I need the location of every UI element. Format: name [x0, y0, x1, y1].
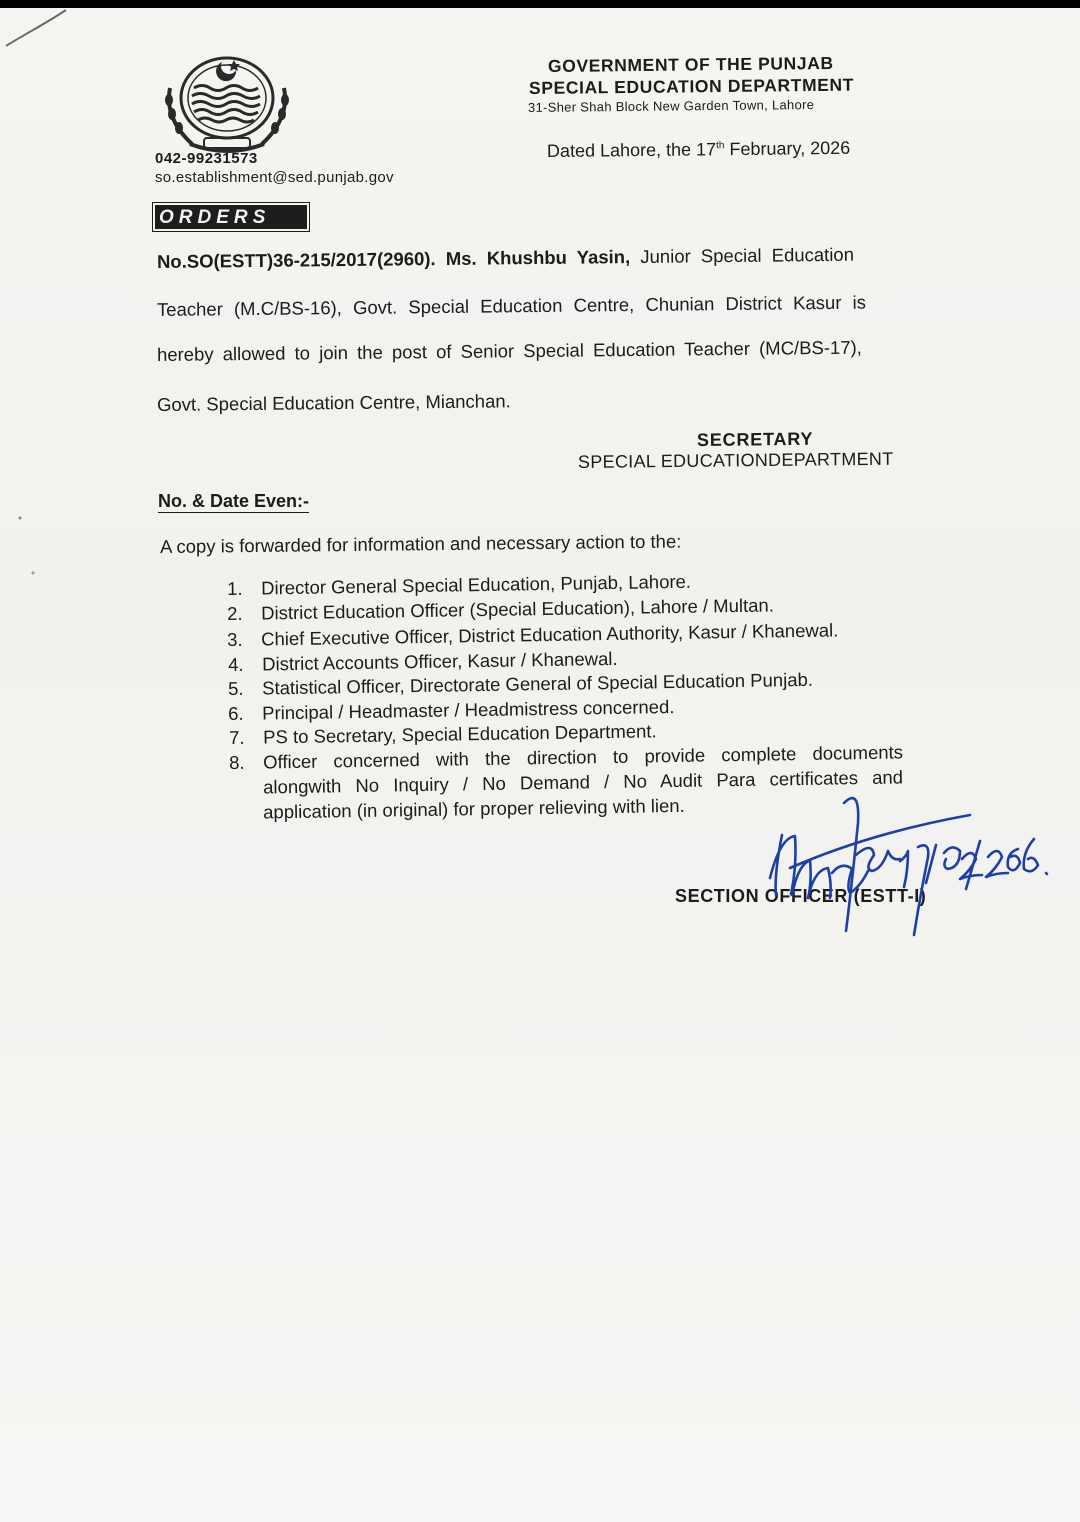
- list-item-text: PS to Secretary, Special Education Department.: [262, 720, 657, 748]
- email-address: so.establishment@sed.punjab.gov: [155, 169, 394, 186]
- dated-suffix: February, 2026: [724, 137, 851, 160]
- employee-name: Ms. Khushbu Yasin,: [445, 246, 631, 269]
- list-item-text: Officer concerned with the direction to provide complete documents: [262, 741, 904, 773]
- header-government: GOVERNMENT OF THE PUNJAB: [547, 53, 834, 76]
- order-document: [0, 8, 1080, 1522]
- order-number: No.SO(ESTT)36-215/2017(2960).: [156, 248, 436, 272]
- secretary-department: SPECIAL EDUCATIONDEPARTMENT: [577, 448, 894, 472]
- distribution-heading: No. & Date Even:-: [158, 491, 310, 511]
- scan-specks: [0, 498, 60, 588]
- dated-line: [547, 138, 850, 162]
- dated-sup: th: [716, 140, 725, 152]
- list-item-number: 7.: [229, 726, 245, 748]
- list-item-number: 2.: [227, 602, 243, 624]
- secretary-title: SECRETARY: [696, 428, 814, 450]
- list-item-text: Statistical Officer, Directorate General of Special Education Punjab.: [261, 668, 814, 699]
- list-item-number: 6.: [228, 702, 244, 724]
- order-line-4: Govt. Special Education Centre, Mianchan.: [156, 390, 511, 415]
- section-officer-title: SECTION OFFICER (ESTT-I): [675, 886, 927, 906]
- order-line-1: [157, 244, 854, 273]
- order-line-1-rest: Junior Special Education: [630, 243, 855, 268]
- list-item-text: alongwith No Inquiry / No Demand / No Audit Para certificates and: [262, 766, 904, 798]
- list-item-text: District Education Officer (Special Education), Lahore / Multan.: [260, 594, 775, 624]
- list-item-text: Chief Executive Officer, District Education Authority, Kasur / Khanewal.: [260, 619, 839, 650]
- handwritten-signature: [740, 783, 1070, 948]
- dated-prefix: Dated Lahore, the 17: [546, 139, 717, 161]
- government-of-punjab-emblem-icon: [160, 48, 294, 160]
- list-item-text: Director General Special Education, Punjab, Lahore.: [260, 570, 692, 599]
- list-item-number: 5.: [228, 677, 244, 699]
- list-item-number: 4.: [228, 653, 244, 675]
- list-item-number: 8.: [229, 751, 245, 773]
- list-item-text: Principal / Headmaster / Headmistress concerned.: [261, 695, 675, 724]
- list-item-number: 1.: [227, 577, 243, 599]
- scratch-mark: [0, 8, 80, 58]
- list-item-number: 3.: [227, 628, 243, 650]
- phone-number: 042-99231573: [155, 150, 258, 167]
- list-item-text: application (in original) for proper relieving with lien.: [262, 794, 685, 823]
- header-address: 31-Sher Shah Block New Garden Town, Lahore: [527, 97, 815, 115]
- header-department: SPECIAL EDUCATION DEPARTMENT: [528, 74, 855, 98]
- order-line-2: Teacher (M.C/BS-16), Govt. Special Education Centre, Chunian District Kasur is: [156, 291, 867, 320]
- orders-label: ORDERS: [155, 205, 307, 229]
- list-item-text: District Accounts Officer, Kasur / Khanewal.: [261, 647, 618, 675]
- order-line-3: hereby allowed to join the post of Senior Special Education Teacher (MC/BS-17),: [156, 336, 862, 365]
- distribution-intro: A copy is forwarded for information and necessary action to the:: [159, 530, 682, 557]
